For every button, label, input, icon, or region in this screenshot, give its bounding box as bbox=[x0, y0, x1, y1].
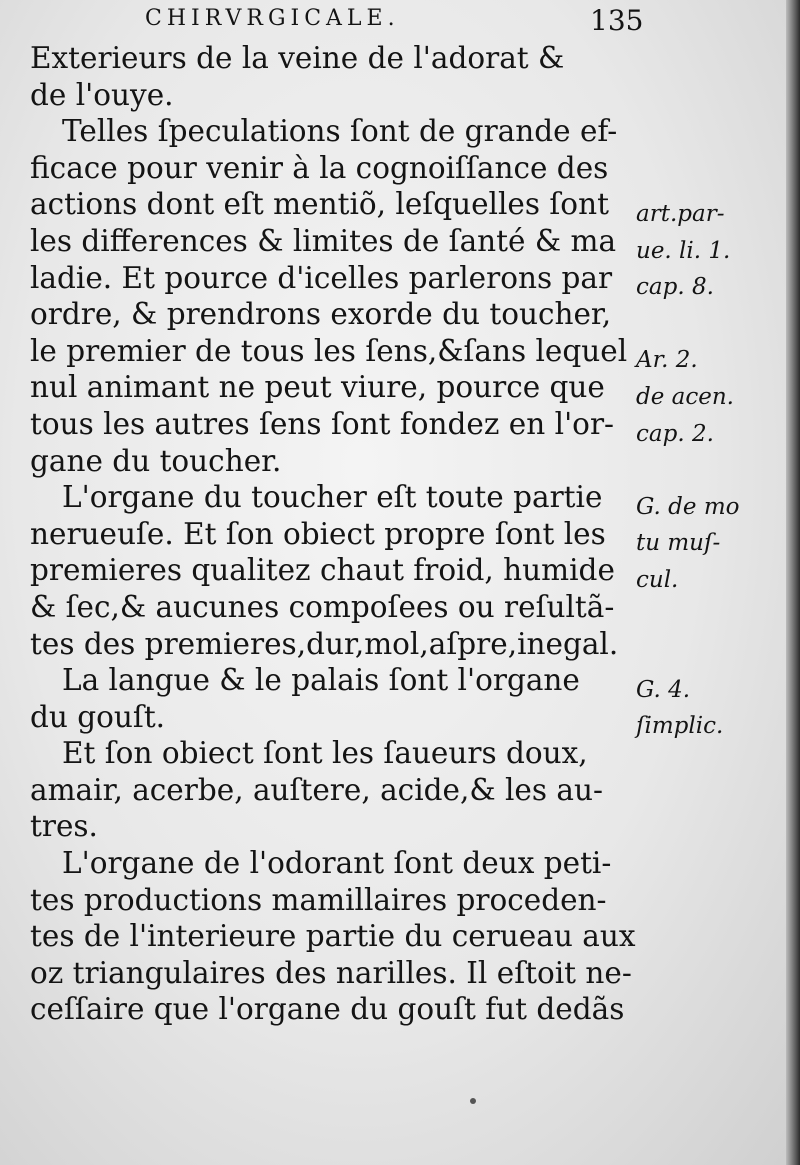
text-line: le premier de tous les ſens,&ſans lequel bbox=[30, 333, 628, 368]
text-line: amair, acerbe, auſtere, acide,& les au- bbox=[30, 772, 603, 807]
text-line: tes de l'interieure partie du cerueau aux bbox=[30, 919, 636, 954]
margin-note: art.par- bbox=[636, 201, 725, 227]
text-line: L'organe de l'odorant ſont deux peti- bbox=[62, 846, 612, 881]
margin-note-spacer bbox=[636, 306, 786, 343]
margin-note: tu muſ- bbox=[636, 530, 721, 557]
page-number: 135 bbox=[590, 4, 644, 37]
text-line: tes productions mamillaires proceden- bbox=[30, 882, 607, 917]
margin-note: cul. bbox=[636, 566, 679, 593]
text-line: Et ſon obiect ſont les ſaueurs doux, bbox=[62, 736, 588, 771]
text-line: oz triangulaires des narilles. Il eſtoit ne- bbox=[30, 955, 632, 990]
text-line: tous les autres ſens ſont fondez en l'or- bbox=[30, 406, 615, 441]
text-line: ladie. Et pource d'icelles parlerons par bbox=[30, 260, 613, 295]
text-line: Telles ſpeculations ſont de grande ef- bbox=[62, 114, 618, 149]
page-edge-shadow bbox=[786, 0, 800, 1165]
margin-note: G. 4. bbox=[636, 676, 691, 703]
text-line: Exterieurs de la veine de l'adorat & bbox=[30, 41, 565, 75]
margin-note: de acen. bbox=[636, 383, 734, 410]
text-line: du gouſt. bbox=[30, 699, 166, 734]
margin-note: cap. 8. bbox=[636, 274, 714, 301]
text-line: ceſſaire que l'organe du gouſt fut dedãs bbox=[30, 992, 625, 1027]
text-line: premieres qualitez chaut froid, humide bbox=[30, 553, 615, 588]
text-line: tres. bbox=[30, 809, 98, 844]
text-line: de l'ouye. bbox=[30, 77, 174, 112]
body-text bbox=[30, 40, 636, 1028]
margin-note: cap. 2. bbox=[636, 420, 714, 447]
text-line: actions dont eſt mentiõ, leſquelles ſont bbox=[30, 187, 609, 222]
text-line: & ſec,& aucunes compoſees ou reſultã- bbox=[30, 589, 615, 624]
margin-note: ſimplic. bbox=[636, 713, 724, 740]
margin-note: G. de mo bbox=[636, 493, 740, 520]
margin-note-spacer bbox=[636, 635, 786, 672]
margin-note-spacer bbox=[636, 452, 786, 489]
margin-note: ue. li. 1. bbox=[636, 237, 731, 264]
text-line: nul animant ne peut viure, pource que bbox=[30, 370, 605, 405]
text-line: ordre, & prendrons exorde du toucher, bbox=[30, 297, 612, 332]
ink-speck bbox=[470, 1098, 476, 1104]
text-line: nerueuſe. Et ſon obiect propre ſont les bbox=[30, 516, 606, 551]
text-line: L'organe du toucher eſt toute partie bbox=[62, 480, 603, 515]
margin-note-spacer bbox=[636, 599, 786, 636]
text-line: les differences & limites de ſanté & ma bbox=[30, 223, 617, 258]
text-line: ficace pour venir à la cognoiſſance des bbox=[30, 150, 609, 185]
text-line: tes des premieres,dur,mol,aſpre,inegal. bbox=[30, 626, 619, 661]
margin-note: Ar. 2. bbox=[636, 347, 698, 374]
text-line: La langue & le palais ſont l'organe bbox=[62, 663, 580, 698]
text-line: gane du toucher. bbox=[30, 443, 282, 478]
page-header bbox=[145, 6, 665, 36]
running-title: CHIRVRGICALE. bbox=[145, 6, 400, 31]
margin-notes bbox=[636, 196, 786, 745]
